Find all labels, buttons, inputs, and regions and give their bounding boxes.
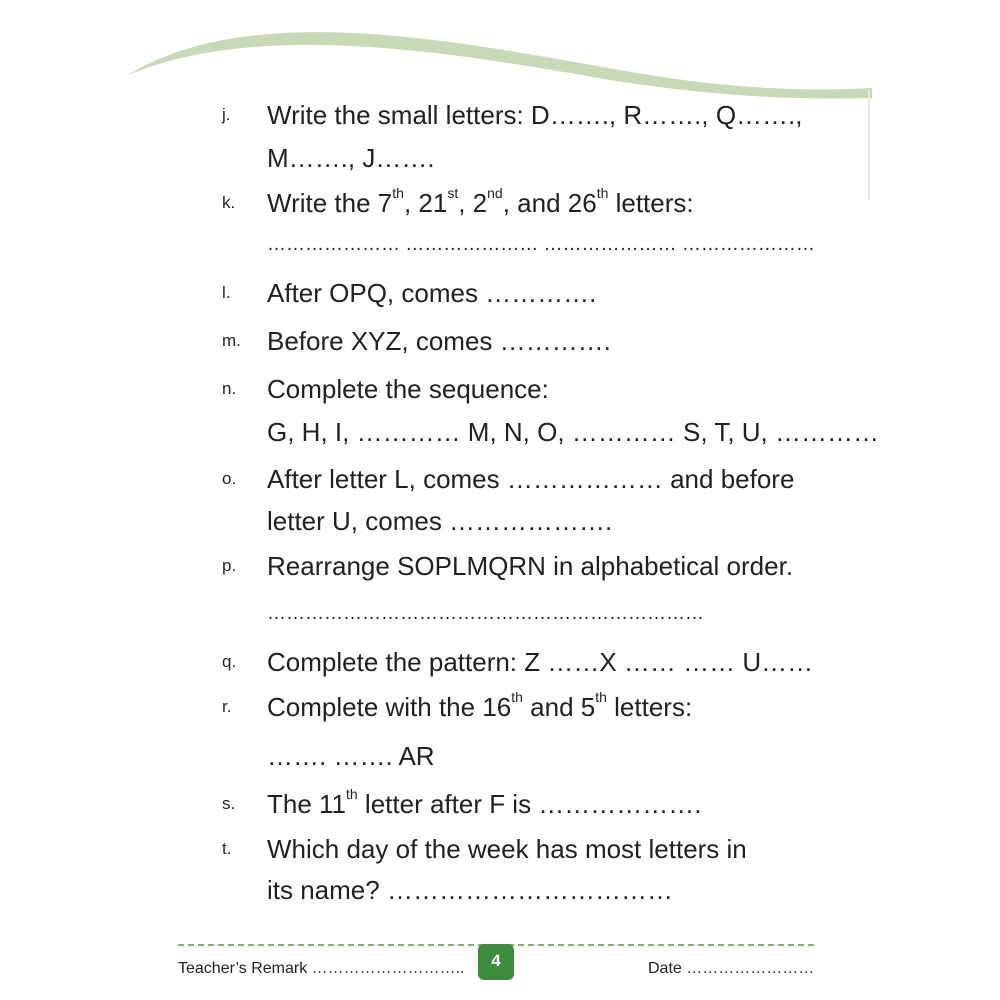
page-number-badge: 4 — [478, 944, 514, 980]
text-segment: letters: — [608, 188, 694, 218]
ordinal-suffix: st — [447, 185, 459, 201]
question-k-line-1 — [267, 185, 694, 219]
answer-blank[interactable]: ………………… ………………… ………………… ………………… — [267, 234, 815, 255]
question-r-line-2: ……. ……. AR — [267, 741, 435, 771]
question-label: j. — [222, 105, 231, 124]
question-label: r. — [222, 697, 232, 716]
question-label: l. — [222, 283, 231, 302]
text-segment: , 21 — [403, 188, 448, 218]
question-label: m. — [222, 331, 241, 350]
question-m-line-1: Before XYZ, comes …………. — [267, 326, 611, 356]
ordinal-suffix: th — [392, 185, 404, 201]
text-segment: letter after F is ………………. — [357, 789, 702, 819]
ordinal-suffix: th — [511, 689, 523, 705]
ordinal-suffix: th — [346, 786, 358, 802]
text-segment: , and 26 — [502, 188, 597, 218]
question-label: n. — [222, 379, 237, 398]
question-o-line-2: letter U, comes ………………. — [267, 506, 613, 536]
teacher-remark-field[interactable]: Teacher’s Remark ……………………….. — [178, 960, 465, 977]
ordinal-suffix: th — [596, 185, 609, 201]
question-q-line-1: Complete the pattern: Z ……X …… …… U…… — [267, 647, 814, 677]
text-segment: letters: — [606, 692, 693, 722]
question-n-line-1: Complete the sequence: — [267, 374, 549, 404]
question-j-line-2: M……., J……. — [267, 143, 435, 173]
question-label: t. — [222, 839, 232, 858]
question-label: k. — [222, 193, 236, 212]
question-t-line-2: its name? …………………………… — [267, 875, 673, 905]
question-label: p. — [222, 556, 237, 575]
text-segment: and 5 — [522, 692, 596, 722]
ordinal-suffix: th — [595, 689, 607, 705]
question-p-line-1: Rearrange SOPLMQRN in alphabetical order. — [267, 551, 794, 581]
question-l-line-1: After OPQ, comes …………. — [267, 278, 597, 308]
question-label: o. — [222, 469, 237, 488]
text-segment: Write the 7 — [267, 188, 393, 218]
question-n-line-2: G, H, I, ………… M, N, O, ………… S, T, U, ………… — [267, 417, 880, 447]
question-j-line-1: Write the small letters: D……., R……., Q……., — [267, 100, 803, 130]
question-label: s. — [222, 794, 236, 813]
question-t-line-1: Which day of the week has most letters in — [267, 834, 747, 864]
question-o-line-1: After letter L, comes ……………… and before — [267, 464, 795, 494]
question-label: q. — [222, 652, 237, 671]
text-segment: The 11 — [267, 789, 347, 819]
text-segment: Complete with the 16 — [267, 692, 512, 722]
question-s-line-1 — [267, 786, 702, 820]
text-segment: , 2 — [458, 188, 488, 218]
date-field[interactable]: Date …………………… — [648, 960, 815, 977]
ordinal-suffix: nd — [487, 185, 503, 201]
question-r-line-1 — [267, 689, 693, 723]
answer-blank[interactable]: …………………………………………………………… — [267, 603, 704, 624]
